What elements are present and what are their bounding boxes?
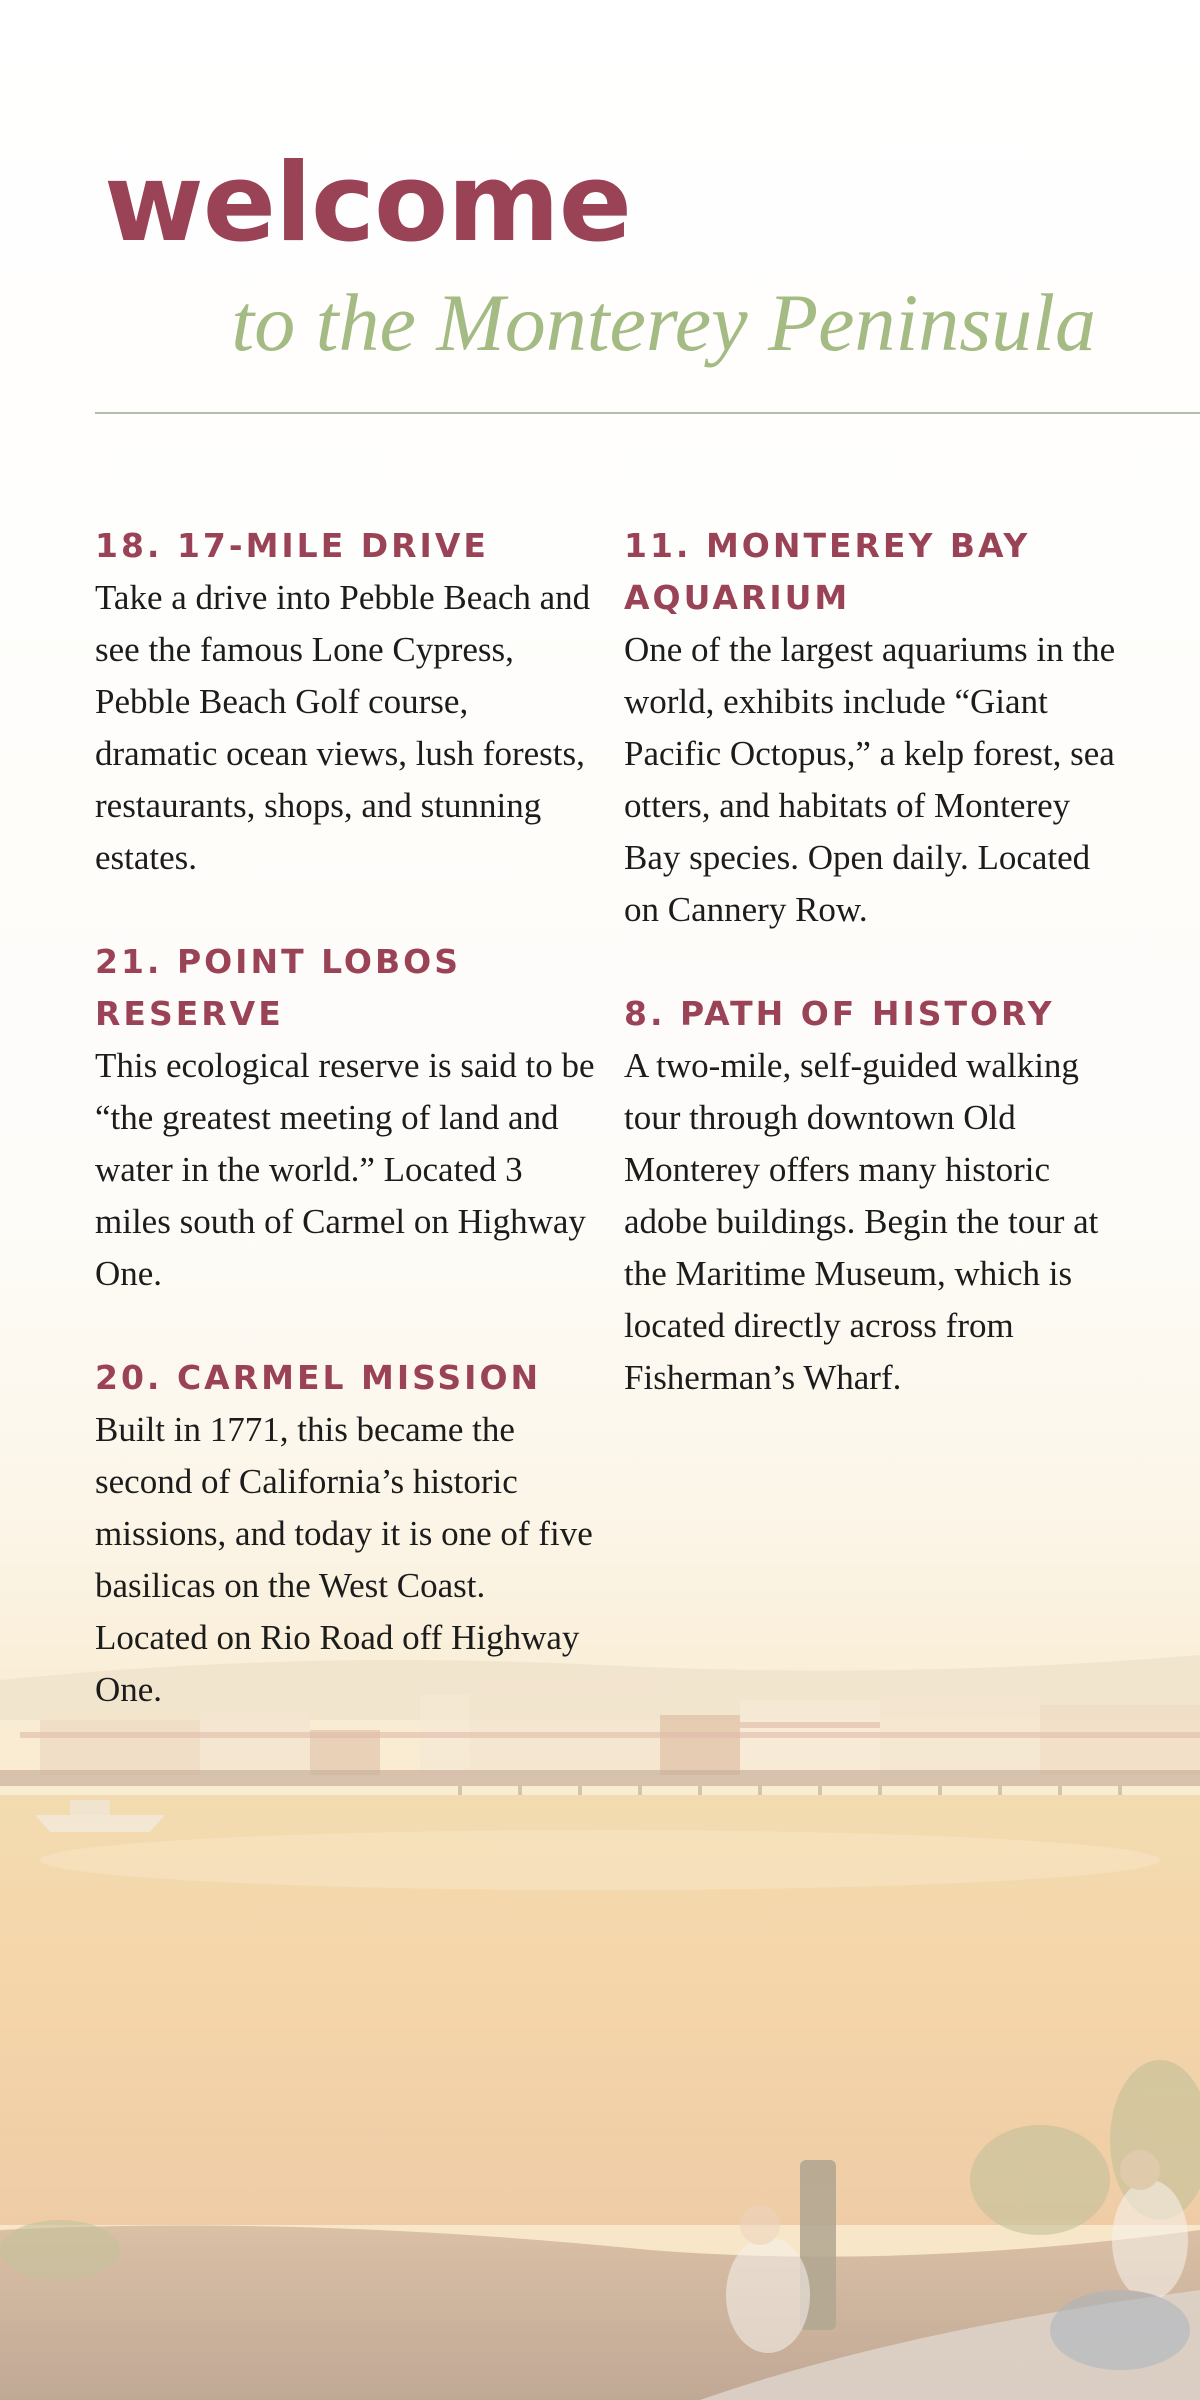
attraction-heading: 18. 17-MILE DRIVE: [95, 526, 489, 565]
page-title: welcome: [104, 141, 632, 266]
attraction-monterey-bay-aquarium: [624, 520, 1124, 936]
attraction-description: One of the largest aquariums in the world, exhibits include “Giant Pacific Octopus,” a kelp forest, sea otters, and habitats of Monterey Bay species. Open daily. Located on Cannery Row.: [624, 630, 1116, 929]
right-column: [624, 520, 1124, 1456]
attraction-description: Built in 1771, this became the second of California’s historic missions, and today it is one of five basilicas on the West Coast. Located on Rio Road off Highway One.: [95, 1410, 593, 1709]
attraction-heading: 8. PATH OF HISTORY: [624, 994, 1055, 1033]
attraction-heading: 11. MONTEREY BAY AQUARIUM: [624, 526, 1031, 617]
attraction-path-of-history: [624, 988, 1124, 1404]
attraction-description: Take a drive into Pebble Beach and see the famous Lone Cypress, Pebble Beach Golf course, dramatic ocean views, lush forests, restaurants, shops, and stunning estates.: [95, 578, 591, 877]
attraction-17-mile-drive: [95, 520, 595, 884]
attraction-carmel-mission: [95, 1352, 595, 1716]
header-divider: [95, 412, 1200, 414]
attraction-description: This ecological reserve is said to be “the greatest meeting of land and water in the world.” Located 3 miles south of Carmel on Highway One.: [95, 1046, 595, 1293]
attraction-heading: 21. POINT LOBOS RESERVE: [95, 942, 461, 1033]
attraction-heading: 20. CARMEL MISSION: [95, 1358, 542, 1397]
page-subtitle: to the Monterey Peninsula: [231, 277, 1096, 368]
attraction-description: A two-mile, self-guided walking tour through downtown Old Monterey offers many historic adobe buildings. Begin the tour at the Maritime Museum, which is located directly across from Fisherman’s Wharf.: [624, 1046, 1099, 1397]
attraction-point-lobos-reserve: [95, 936, 595, 1300]
left-column: [95, 520, 595, 1768]
